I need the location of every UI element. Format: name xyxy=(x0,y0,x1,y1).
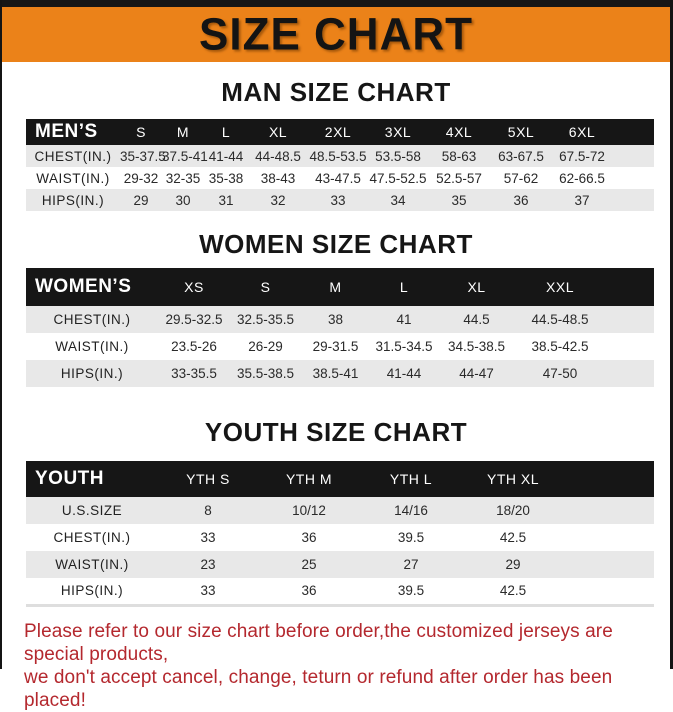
column-header: 4XL xyxy=(445,124,473,140)
table-cell: 14/16 xyxy=(394,503,428,518)
table-cell: 33-35.5 xyxy=(171,366,217,381)
table-cell: 36 xyxy=(301,583,317,599)
column-header: 6XL xyxy=(568,124,596,140)
table-row xyxy=(26,551,654,578)
table-cell: 34 xyxy=(390,192,406,208)
column-header: XXL xyxy=(546,279,574,295)
row-label: U.S.SIZE xyxy=(61,503,123,518)
table-group-label: WOMEN’S xyxy=(35,276,132,297)
table-cell: 29-31.5 xyxy=(312,339,359,354)
table-row xyxy=(26,360,654,387)
table-row xyxy=(26,306,654,333)
size-table xyxy=(26,461,654,607)
table-cell: 41 xyxy=(396,312,412,327)
table-cell: 32-35 xyxy=(165,170,201,186)
women-section-title: WOMEN SIZE CHART xyxy=(199,229,473,259)
row-label: WAIST(IN.) xyxy=(36,170,110,186)
table-cell: 35.5-38.5 xyxy=(236,366,295,381)
top-border-strip xyxy=(2,0,670,7)
table-cell: 35 xyxy=(451,192,467,208)
column-header: 5XL xyxy=(507,124,535,140)
row-label: CHEST(IN.) xyxy=(34,148,112,164)
size-table xyxy=(26,268,654,387)
table-cell: 30 xyxy=(175,192,191,208)
table-group-label: MEN’S xyxy=(35,121,98,142)
row-label: HIPS(IN.) xyxy=(41,192,105,208)
footer-line-2: we don't accept cancel, change, teturn or refund after order has been placed! xyxy=(24,666,613,711)
table-cell: 29-32 xyxy=(123,170,159,186)
row-label: CHEST(IN.) xyxy=(53,312,131,327)
table-cell: 27 xyxy=(403,557,419,572)
table-cell: 67.5-72 xyxy=(559,148,605,164)
table-cell: 18/20 xyxy=(496,503,530,518)
table-cell: 43-47.5 xyxy=(315,170,361,186)
table-cell: 47.5-52.5 xyxy=(369,170,427,186)
column-header xyxy=(564,461,654,497)
table-cell xyxy=(564,497,654,524)
table-cell: 33 xyxy=(330,192,346,208)
banner xyxy=(2,7,670,62)
table-cell: 35-38 xyxy=(208,170,244,186)
men-size-section xyxy=(2,78,670,211)
column-header: 3XL xyxy=(384,124,412,140)
table-cell: 52.5-57 xyxy=(436,170,482,186)
table-cell: 23 xyxy=(200,557,216,572)
column-header: XS xyxy=(184,279,204,295)
table-cell: 34.5-38.5 xyxy=(447,339,506,354)
table-cell: 57-62 xyxy=(503,170,539,186)
table-cell: 35-37.5 xyxy=(120,148,166,164)
table-cell: 41-44 xyxy=(208,148,244,164)
table-cell: 31.5-34.5 xyxy=(375,339,433,354)
table-row xyxy=(26,497,654,524)
table-cell: 41-44 xyxy=(386,366,422,381)
table-cell xyxy=(564,551,654,578)
men-size-table xyxy=(2,119,670,211)
table-cell: 32 xyxy=(270,192,286,208)
row-label: WAIST(IN.) xyxy=(55,339,129,354)
column-header: S xyxy=(136,124,146,140)
women-size-table xyxy=(2,268,670,387)
column-header: 2XL xyxy=(324,124,352,140)
table-cell: 38.5-42.5 xyxy=(531,339,589,354)
row-label: HIPS(IN.) xyxy=(60,366,124,381)
table-cell: 25 xyxy=(301,557,317,572)
table-cell: 37.5-41 xyxy=(162,148,208,164)
column-header: YTH L xyxy=(389,471,433,487)
table-cell: 36 xyxy=(301,530,317,545)
table-cell: 38.5-41 xyxy=(312,366,359,381)
table-group-label: YOUTH xyxy=(35,468,104,489)
table-row xyxy=(26,167,654,189)
column-header xyxy=(612,119,654,145)
footer-note xyxy=(2,620,670,712)
table-cell: 23.5-26 xyxy=(171,339,217,354)
table-cell: 8 xyxy=(204,503,212,518)
table-row xyxy=(26,333,654,360)
row-label: CHEST(IN.) xyxy=(53,530,131,545)
table-cell xyxy=(612,189,654,211)
table-row xyxy=(26,578,654,605)
column-header: M xyxy=(176,124,190,140)
table-cell xyxy=(605,333,654,360)
women-size-section xyxy=(2,230,670,387)
table-cell: 10/12 xyxy=(292,503,326,518)
table-cell: 32.5-35.5 xyxy=(236,312,295,327)
column-header: M xyxy=(329,279,342,295)
table-cell: 48.5-53.5 xyxy=(309,148,367,164)
column-header: XL xyxy=(467,279,486,295)
table-cell: 38-43 xyxy=(260,170,296,186)
footer-line-1: Please refer to our size chart before order,the customized jerseys are special products, xyxy=(24,620,613,665)
youth-size-section xyxy=(2,418,670,607)
table-cell: 44.5 xyxy=(463,312,490,327)
youth-section-title: YOUTH SIZE CHART xyxy=(204,417,468,447)
table-cell: 53.5-58 xyxy=(375,148,421,164)
table-cell: 42.5 xyxy=(499,530,527,545)
table-cell: 47-50 xyxy=(542,366,578,381)
table-cell xyxy=(612,167,654,189)
table-cell: 63-67.5 xyxy=(498,148,544,164)
table-cell: 29 xyxy=(133,192,149,208)
column-header xyxy=(605,268,654,306)
table-cell: 33 xyxy=(200,583,216,599)
table-cell xyxy=(605,360,654,387)
table-cell: 29.5-32.5 xyxy=(165,312,223,327)
table-row xyxy=(26,524,654,551)
table-cell xyxy=(564,578,654,605)
table-cell: 33 xyxy=(200,530,216,545)
size-table xyxy=(26,119,654,211)
table-cell xyxy=(605,306,654,333)
youth-size-table xyxy=(2,461,670,607)
table-cell: 39.5 xyxy=(397,583,425,599)
table-cell: 39.5 xyxy=(397,530,425,545)
table-cell: 31 xyxy=(218,192,234,208)
table-cell: 44-48.5 xyxy=(255,148,301,164)
row-label: HIPS(IN.) xyxy=(60,583,124,599)
table-cell: 26-29 xyxy=(248,339,283,354)
table-cell xyxy=(564,524,654,551)
table-cell: 62-66.5 xyxy=(559,170,605,186)
table-cell: 42.5 xyxy=(499,583,527,599)
column-header: XL xyxy=(268,124,288,140)
column-header: S xyxy=(260,279,271,295)
table-cell: 36 xyxy=(513,192,529,208)
column-header: YTH S xyxy=(186,471,230,487)
column-header: YTH M xyxy=(285,471,333,487)
column-header: L xyxy=(399,279,409,295)
row-label: WAIST(IN.) xyxy=(55,557,129,572)
table-cell: 37 xyxy=(574,192,590,208)
table-cell: 29 xyxy=(505,557,521,572)
page-title: SIZE CHART xyxy=(199,8,473,60)
table-cell: 58-63 xyxy=(441,148,477,164)
table-cell xyxy=(612,145,654,167)
table-cell: 44.5-48.5 xyxy=(531,312,589,327)
table-row xyxy=(26,189,654,211)
table-cell: 44-47 xyxy=(459,366,494,381)
table-row xyxy=(26,145,654,167)
men-section-title: MAN SIZE CHART xyxy=(221,77,451,107)
column-header: L xyxy=(221,124,231,140)
table-cell: 38 xyxy=(327,312,344,327)
column-header: YTH XL xyxy=(486,471,539,487)
